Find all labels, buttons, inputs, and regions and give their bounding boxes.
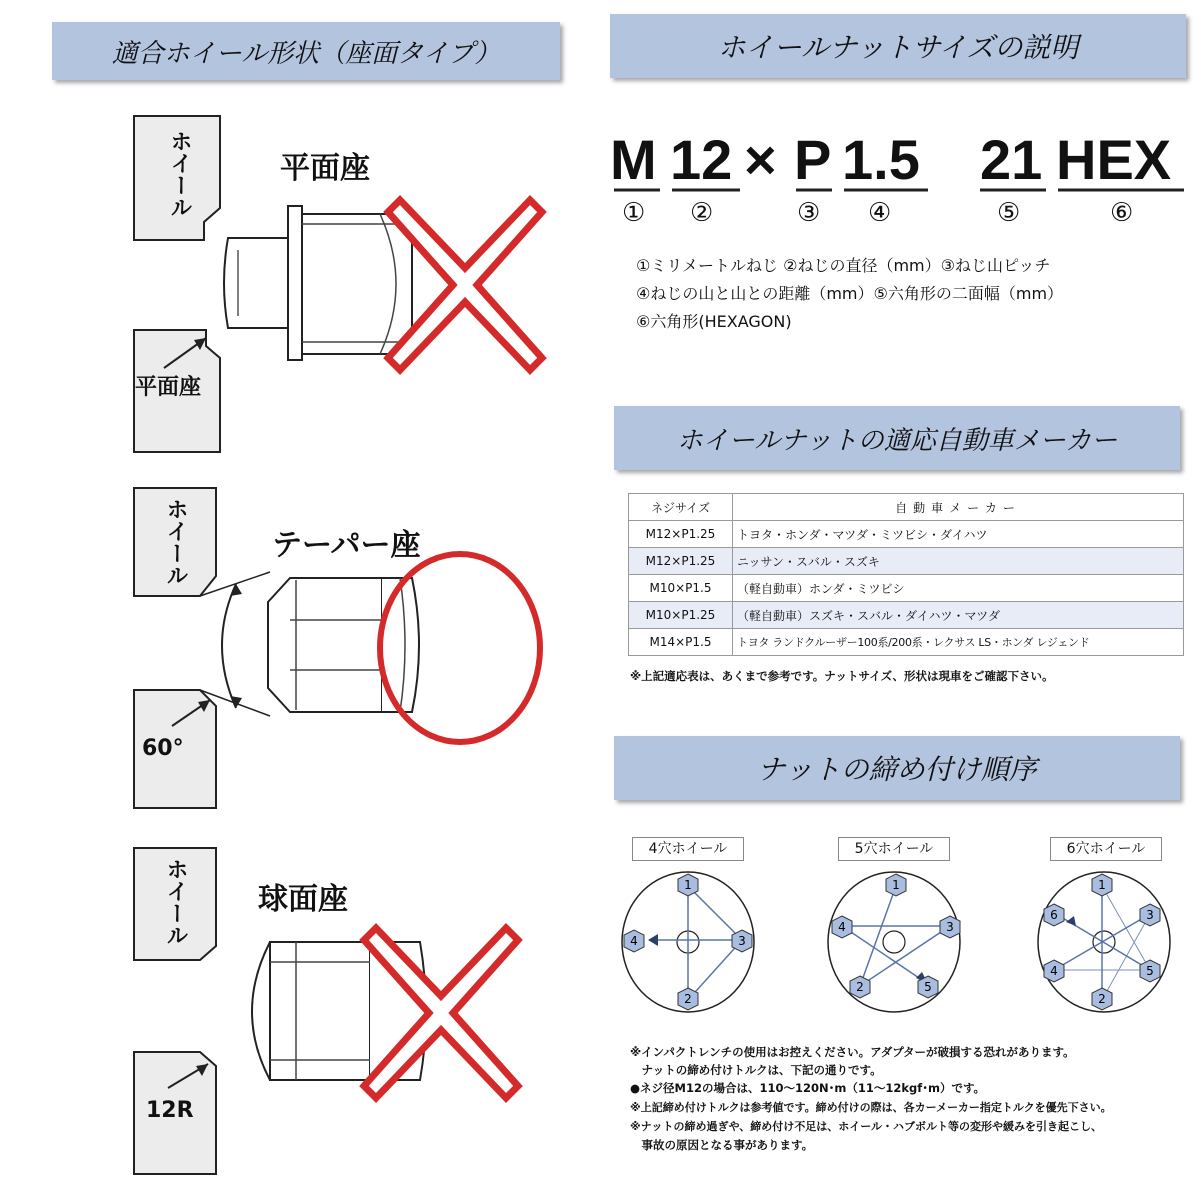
order-note-1: ※インパクトレンチの使用はお控えください。アダプターが破損する恐れがあります。 (630, 1045, 1075, 1059)
svg-text:3: 3 (738, 934, 746, 948)
size-desc-2: ④ねじの山と山との距離（mm）⑤六角形の二面幅（mm） (636, 284, 1064, 303)
row-size: M12×P1.25 (629, 548, 733, 575)
compatible-circle-icon (372, 548, 548, 748)
ball-radius-label: 12R (146, 1098, 194, 1123)
svg-text:4: 4 (838, 920, 846, 934)
svg-text:4: 4 (630, 934, 638, 948)
size-part-pitch: 1.5 (842, 128, 920, 191)
makers-title: ホイールナットの適応自動車メーカー (676, 425, 1118, 456)
seat-type-banner (52, 22, 560, 80)
lug-nut-1-icon (678, 874, 698, 896)
col-header-size: ネジサイズ (629, 494, 733, 521)
size-part-times: × (744, 128, 777, 191)
table-row (629, 575, 1184, 602)
row-makers: ニッサン・スバル・スズキ (733, 548, 1184, 575)
lug-nut-3-icon (732, 930, 752, 952)
size-part-hex: HEX (1056, 128, 1172, 191)
svg-text:3: 3 (1146, 908, 1154, 922)
lug-nut-5-icon (1140, 960, 1160, 982)
makers-banner (614, 406, 1180, 470)
lug-nut-2-icon (850, 976, 870, 998)
makers-table (628, 493, 1184, 656)
marker-3: ③ (797, 198, 821, 228)
flat-wheel-label: ホイール (167, 130, 192, 218)
nut-size-banner (610, 14, 1186, 78)
size-part-hex-width: 21 (980, 128, 1043, 191)
size-part-p: P (794, 128, 832, 191)
lug-nut-6-icon (1044, 904, 1064, 926)
table-row (629, 521, 1184, 548)
svg-text:1: 1 (892, 878, 900, 892)
lug-nut-2-icon (678, 988, 698, 1010)
svg-text:4: 4 (1050, 964, 1058, 978)
lug-nut-4-icon (832, 916, 852, 938)
taper-wheel-label: ホイール (163, 498, 188, 586)
svg-text:2: 2 (684, 992, 692, 1006)
size-desc-1: ①ミリメートルねじ ②ねじの直径（mm）③ねじ山ピッチ (636, 256, 1051, 275)
not-compatible-x-icon (380, 190, 550, 380)
svg-text:1: 1 (684, 878, 692, 892)
order-banner (614, 736, 1180, 800)
svg-text:1: 1 (1098, 878, 1106, 892)
svg-text:5: 5 (924, 980, 932, 994)
order-note-6: 事故の原因となる事があります。 (630, 1138, 814, 1152)
row-makers: トヨタ ランドクルーザー100系/200系・レクサス LS・ホンダ レジェンド (733, 629, 1184, 656)
lug-nut-2-icon (1092, 988, 1112, 1010)
flat-seat-title: 平面座 (280, 151, 370, 186)
table-row (629, 629, 1184, 656)
not-compatible-x-icon (356, 918, 526, 1108)
order-note-2: ナットの締め付けトルクは、下記の通りです。 (630, 1063, 882, 1077)
lug-nut-3-icon (940, 916, 960, 938)
order-note-5: ※ナットの締め過ぎや、締め付け不足は、ホイール・ハブボルト等の変形や緩みを引き起こし、 (630, 1120, 1103, 1133)
five-hole-wheel-diagram (824, 866, 964, 1016)
table-header-row (629, 494, 1184, 521)
wheel-label-5: 5穴ホイール (838, 837, 950, 861)
row-size: M10×P1.5 (629, 575, 733, 602)
size-part-diameter: 12 (670, 128, 733, 191)
marker-6: ⑥ (1110, 198, 1134, 228)
wheel-label-4: 4穴ホイール (632, 837, 744, 861)
svg-text:5: 5 (1146, 964, 1154, 978)
makers-note: ※上記適応表は、あくまで参考です。ナットサイズ、形状は現車をご確認下さい。 (630, 669, 1054, 683)
ball-seat-title: 球面座 (258, 882, 348, 917)
marker-4: ④ (868, 198, 892, 228)
row-makers: （軽自動車）スズキ・スバル・ダイハツ・マツダ (733, 602, 1184, 629)
order-title: ナットの締め付け順序 (757, 753, 1037, 786)
wheel-label-6: 6穴ホイール (1050, 837, 1162, 861)
taper-seat-title: テーパー座 (272, 528, 421, 563)
four-hole-wheel-diagram (618, 866, 758, 1016)
row-makers: （軽自動車）ホンダ・ミツビシ (733, 575, 1184, 602)
lug-nut-1-icon (886, 874, 906, 896)
flat-seat-label: 平面座 (135, 375, 202, 400)
size-desc-3: ⑥六角形(HEXAGON) (636, 312, 792, 331)
order-note-4: ※上記締め付けトルクは参考値です。締め付けの際は、各カーメーカー指定トルクを優先下さい。 (630, 1101, 1112, 1114)
table-row (629, 548, 1184, 575)
marker-2: ② (690, 198, 714, 228)
svg-text:2: 2 (1098, 992, 1106, 1006)
lug-nut-1-icon (1092, 874, 1112, 896)
svg-text:3: 3 (946, 920, 954, 934)
size-part-m: M (610, 128, 657, 191)
col-header-makers: 自動車メーカー (733, 494, 1184, 521)
order-note-3: ●ネジ径M12の場合は、110～120N･m（11～12kgf･m）です。 (630, 1081, 986, 1095)
size-underlines (610, 186, 1190, 196)
table-row (629, 602, 1184, 629)
taper-angle-label: 60° (142, 736, 184, 761)
marker-5: ⑤ (997, 198, 1021, 228)
marker-1: ① (622, 198, 646, 228)
row-makers: トヨタ・ホンダ・マツダ・ミツビシ・ダイハツ (733, 521, 1184, 548)
six-hole-wheel-diagram (1034, 866, 1174, 1016)
lug-nut-3-icon (1140, 904, 1160, 926)
lug-nut-5-icon (918, 976, 938, 998)
row-size: M14×P1.5 (629, 629, 733, 656)
seat-type-title: 適合ホイール形状（座面タイプ） (111, 38, 501, 69)
svg-text:6: 6 (1050, 908, 1058, 922)
svg-text:2: 2 (856, 980, 864, 994)
lug-nut-4-icon (1044, 960, 1064, 982)
row-size: M10×P1.25 (629, 602, 733, 629)
nut-size-title: ホイールナットサイズの説明 (717, 31, 1079, 64)
row-size: M12×P1.25 (629, 521, 733, 548)
lug-nut-4-icon (624, 930, 644, 952)
ball-wheel-label: ホイール (163, 858, 188, 946)
